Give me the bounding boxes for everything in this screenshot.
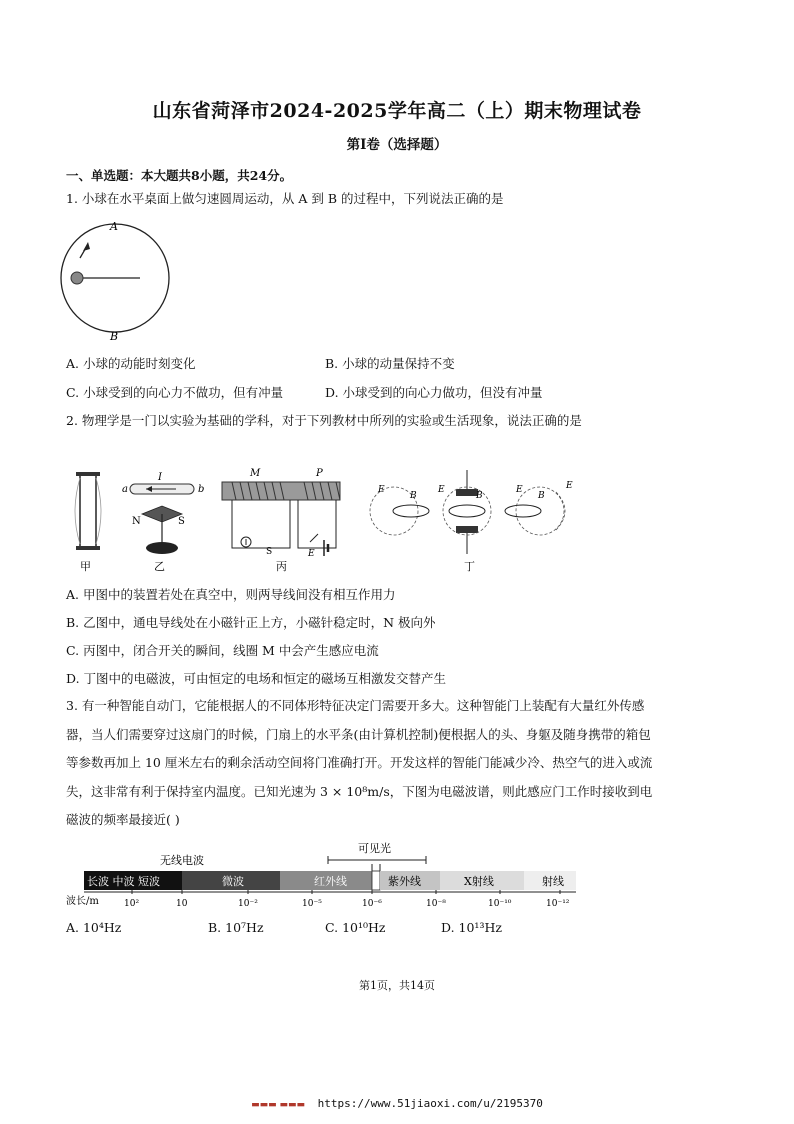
q2-figures: [66, 462, 586, 577]
band-visible: [372, 871, 380, 890]
q3-stem-line: 等参数再加上 10 厘米左右的剩余活动空间将门准确打开。开发这样的智能门能减少冷、热空气的进入或流: [66, 755, 653, 770]
q2-option-a[interactable]: A. 甲图中的装置若处在真空中，则两导线间没有相互作用力: [66, 587, 396, 602]
page-footer: 第1页，共14页: [359, 979, 435, 992]
q3-stem-line: 磁波的频率最接近( ): [66, 812, 180, 827]
label-B: B: [110, 330, 119, 343]
q1-circle-figure: [60, 216, 180, 346]
q3-stem-line: 3. 有一种智能自动门，它能根据人的不同体形特征决定门需要开多大。这种智能门上装配有大量红外传感: [66, 698, 645, 713]
band-label-gamma: 射线: [542, 875, 564, 888]
svg-text:S: S: [178, 516, 185, 527]
svg-text:E: E: [308, 549, 315, 559]
figure-ding: [370, 470, 573, 573]
q3-stem-line: 失，这非常有利于保持室内温度。已知光速为 3 × 10⁸m/s，下图为电磁波谱，则此感应门工作时接收到电: [66, 783, 653, 799]
figure-bing: [222, 468, 340, 573]
svg-text:I: I: [158, 472, 162, 483]
tick: 10⁻¹²: [546, 899, 570, 909]
svg-text:B: B: [476, 491, 483, 501]
motion-arrow-head: [83, 242, 90, 251]
tick: 10⁻¹⁰: [488, 899, 512, 909]
q2-option-c[interactable]: C. 丙图中，闭合开关的瞬间，线圈 M 中会产生感应电流: [66, 643, 379, 658]
q3-option-d[interactable]: D. 10¹³Hz: [441, 920, 502, 935]
svg-text:E: E: [516, 485, 523, 495]
section-heading: 一、单选题：本大题共8小题，共24分。: [66, 168, 293, 183]
svg-text:E: E: [378, 485, 385, 495]
q1-option-d[interactable]: D. 小球受到的向心力做功，但没有冲量: [325, 385, 543, 400]
band-label-microwave: 微波: [222, 875, 244, 888]
svg-text:E: E: [438, 485, 445, 495]
svg-text:a: a: [122, 484, 128, 495]
tick: 10⁻⁶: [362, 899, 382, 909]
figure-jia: [75, 472, 101, 573]
figure-yi: [122, 472, 204, 573]
svg-text:P: P: [316, 468, 323, 479]
svg-text:E: E: [566, 481, 573, 491]
source-url-bar: [0, 1097, 794, 1110]
visible-label: 可见光: [358, 842, 391, 855]
q3-option-a[interactable]: A. 10⁴Hz: [66, 920, 122, 935]
axis-label: 波长/m: [66, 896, 99, 907]
q2-stem: 2. 物理学是一门以实验为基础的学科，对于下列教材中所列的实验或生活现象，说法正确的是: [66, 413, 582, 428]
svg-text:S: S: [266, 547, 273, 557]
q3-stem: [66, 692, 666, 835]
tick: 10²: [124, 899, 140, 909]
svg-text:b: b: [198, 484, 205, 495]
label-bing: 丙: [276, 560, 287, 573]
band-label-xray: X射线: [464, 875, 494, 888]
axis-ticks: [124, 890, 570, 909]
q1-option-b[interactable]: B. 小球的动量保持不变: [325, 356, 455, 371]
band-label-radio: 长波 中波 短波: [87, 875, 160, 888]
q3-stem-line: 器，当人们需要穿过这扇门的时候，门扇上的水平条(由计算机控制)便根据人的头、身躯及随身携带的箱包: [66, 726, 651, 742]
exam-title: 山东省菏泽市2024-2025学年高二（上）期末物理试卷: [152, 100, 642, 122]
label-jia: 甲: [80, 560, 91, 573]
exam-subtitle: 第Ⅰ卷（选择题）: [346, 137, 448, 153]
ball: [71, 272, 83, 284]
watermark-logo: ▬▬▬ ▬▬▬: [251, 1100, 306, 1110]
source-url[interactable]: https://www.51jiaoxi.com/u/2195370: [317, 1097, 543, 1110]
q1-option-a[interactable]: A. 小球的动能时刻变化: [66, 356, 196, 371]
svg-text:M: M: [250, 468, 261, 479]
tick: 10⁻²: [238, 899, 258, 909]
band-label-ultraviolet: 紫外线: [388, 875, 421, 888]
radio-label: 无线电波: [160, 854, 204, 867]
label-yi: 乙: [154, 560, 165, 573]
label-A: A: [110, 220, 118, 233]
tick: 10: [176, 899, 188, 909]
q1-stem: 1. 小球在水平桌面上做匀速圆周运动，从 A 到 B 的过程中，下列说法正确的是: [66, 191, 504, 206]
q2-option-d[interactable]: D. 丁图中的电磁波，可由恒定的电场和恒定的磁场互相激发交替产生: [66, 671, 447, 686]
tick: 10⁻⁸: [426, 899, 446, 909]
band-label-infrared: 红外线: [314, 875, 347, 888]
tick: 10⁻⁵: [302, 899, 322, 909]
label-ding: 丁: [464, 560, 475, 573]
q3-option-c[interactable]: C. 10¹⁰Hz: [325, 920, 386, 935]
em-spectrum-figure: [66, 838, 586, 918]
q2-option-b[interactable]: B. 乙图中，通电导线处在小磁针正上方，小磁针稳定时，N 极向外: [66, 615, 436, 630]
svg-text:N: N: [132, 516, 141, 527]
q1-option-c[interactable]: C. 小球受到的向心力不做功，但有冲量: [66, 385, 284, 400]
svg-text:B: B: [538, 491, 545, 501]
q3-option-b[interactable]: B. 10⁷Hz: [208, 920, 264, 935]
svg-text:B: B: [410, 491, 417, 501]
